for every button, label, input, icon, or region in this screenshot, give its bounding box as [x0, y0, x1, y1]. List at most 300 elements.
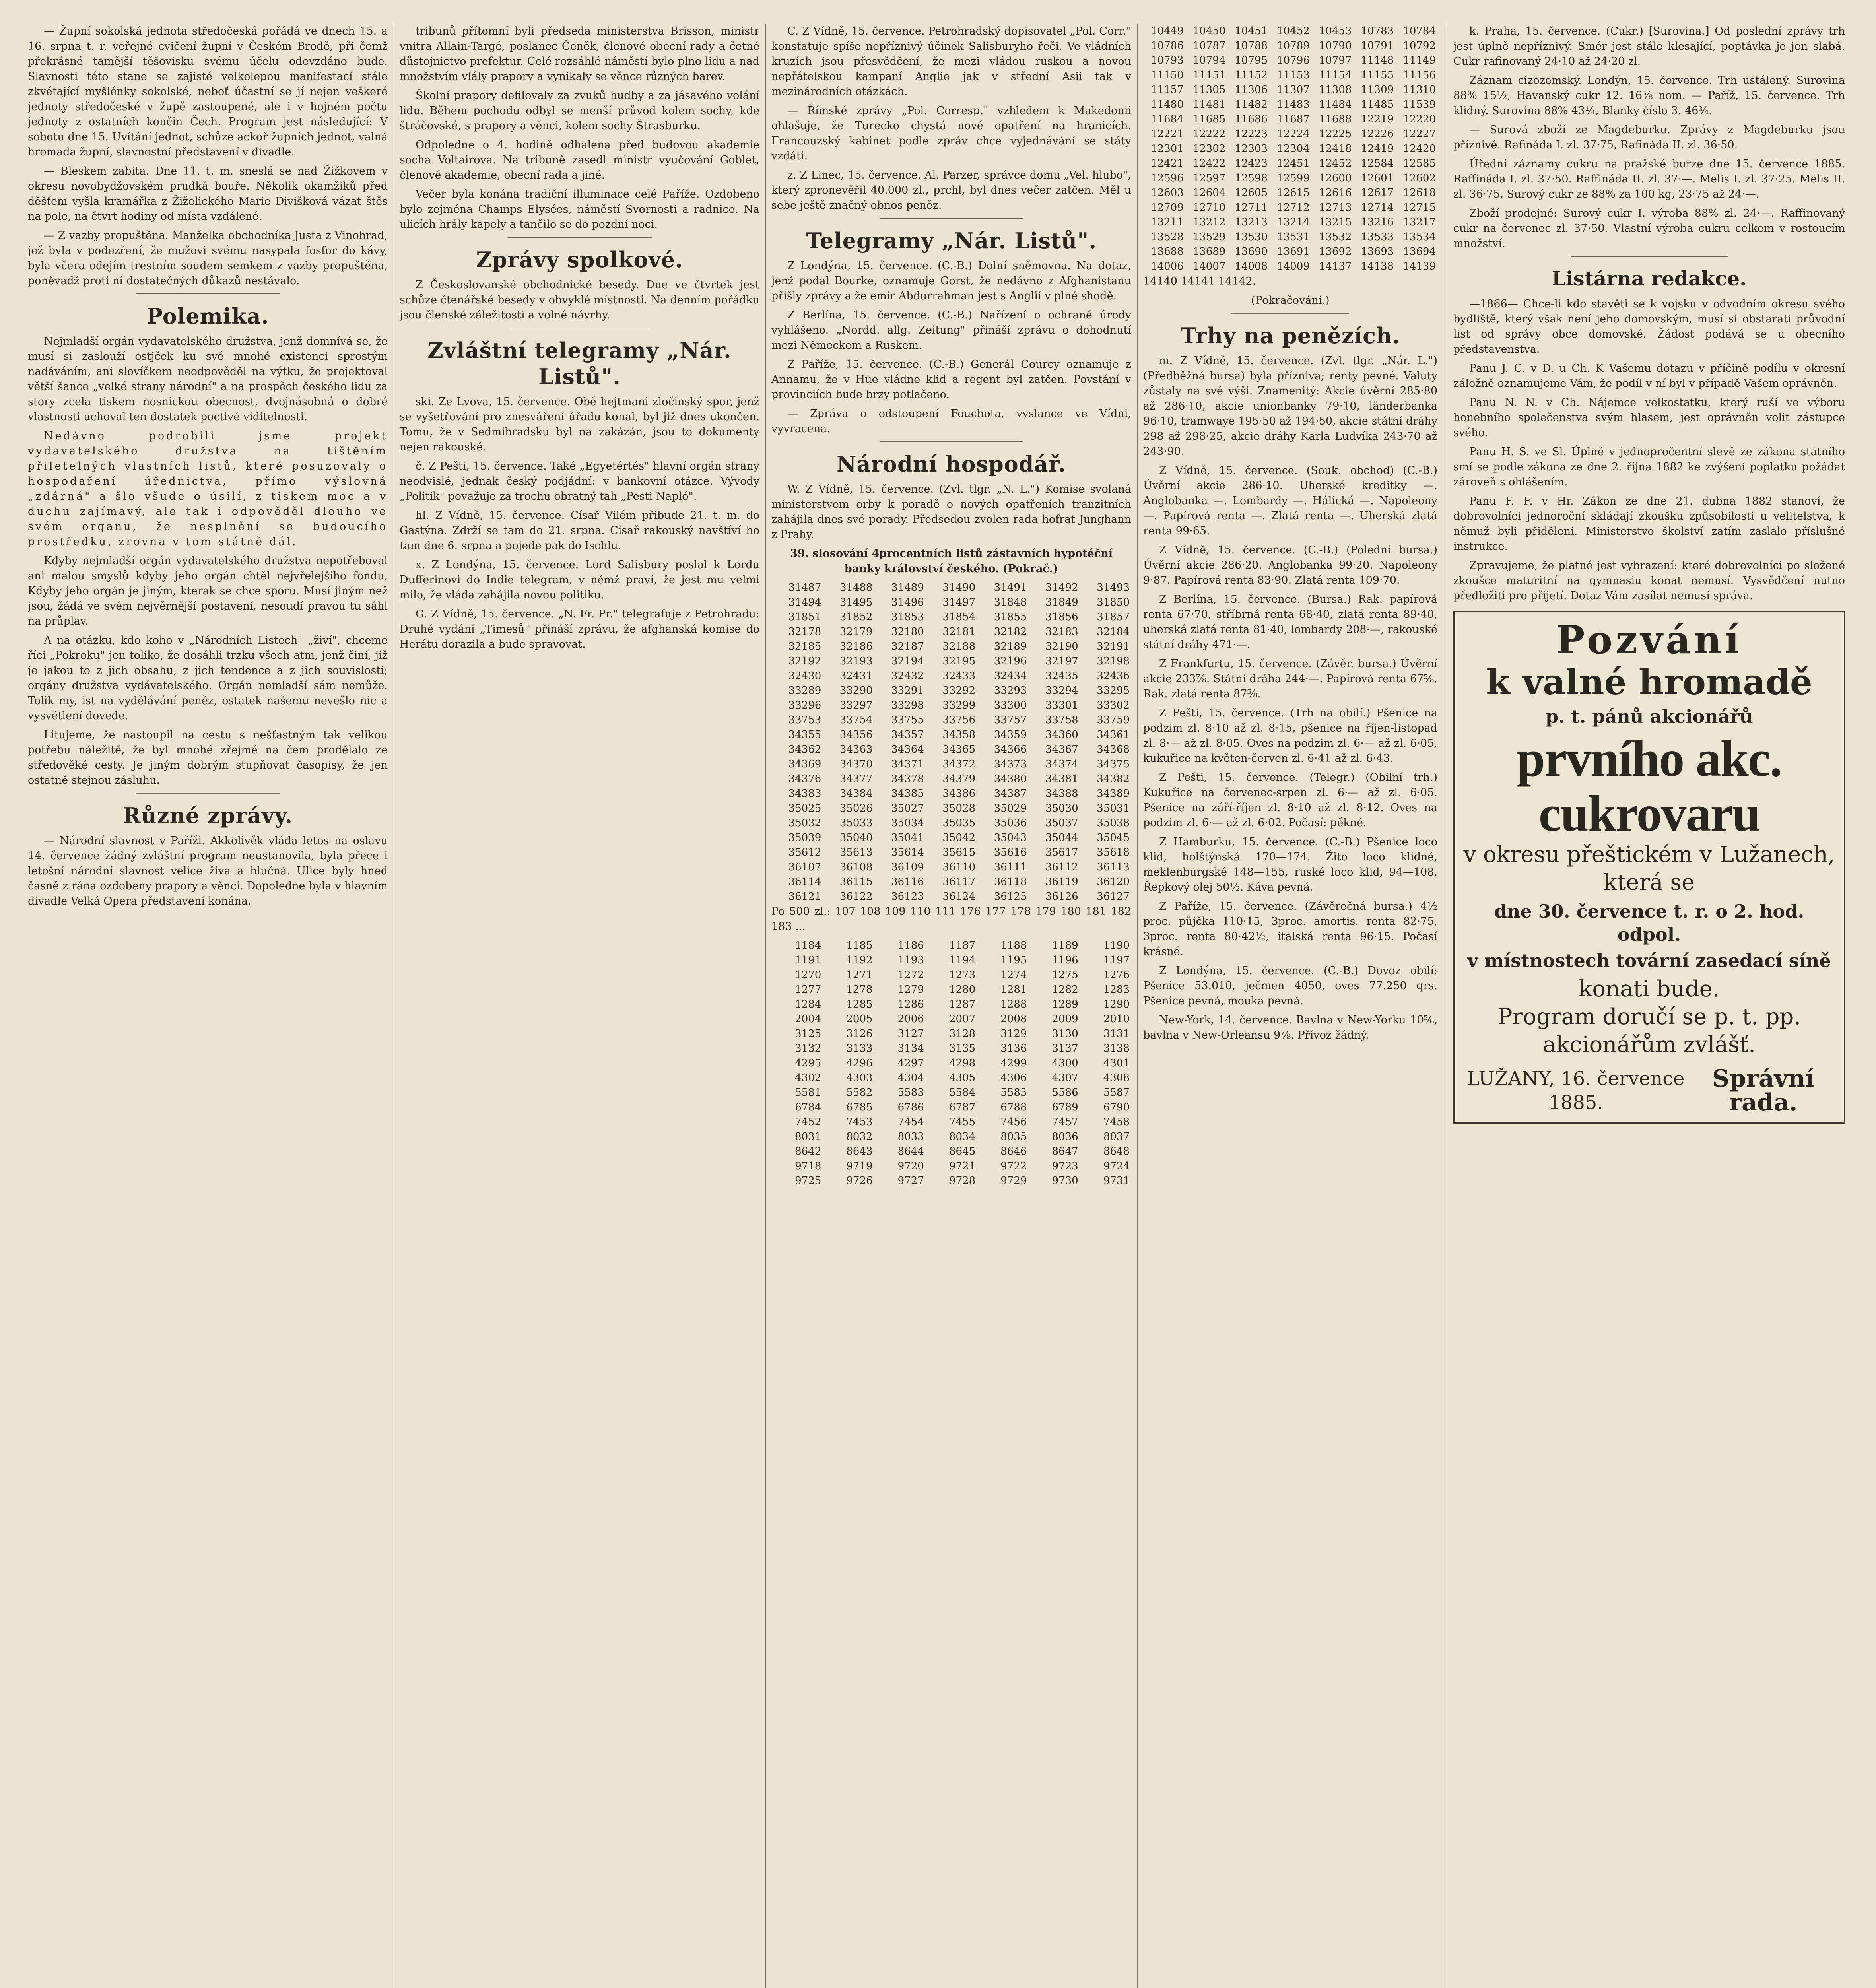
- table-cell: 31855: [994, 611, 1027, 623]
- table-row: [771, 669, 1131, 683]
- letter-nn: Panu N. N. v Ch. Nájemce velkostatku, který ruší ve výboru honebního společenstva svým hlasem, jest oprávněn volit zástupce svého.: [1453, 396, 1845, 439]
- table-cell: 34387: [994, 788, 1027, 800]
- table-cell: 8643: [846, 1145, 873, 1157]
- heading-trhy: Trhy na penězích.: [1180, 323, 1400, 348]
- lottery-table-2: [771, 938, 1131, 1188]
- table-cell: 11305: [1192, 84, 1226, 96]
- table-cell: 35037: [1045, 817, 1078, 829]
- sugar-magdeburg: — Surová zboží ze Magdeburku. Zprávy z Magdeburku jsou příznivé. Rafináda I. zl. 37·75, Rafináda II. zl. 36·50.: [1453, 124, 1845, 151]
- table-cell: 33293: [994, 685, 1027, 697]
- table-cell: 32435: [1045, 670, 1078, 682]
- table-row: [1143, 97, 1437, 112]
- table-cell: 13217: [1403, 216, 1436, 228]
- telegram-commons: Z Londýna, 15. července. (C.-B.) Dolní sněmovna. Na dotaz, jenž podal Bourke, oznamuje Gorst, že nedávno z Afghanistanu přišly zprávy a že emír Abdurrahman jest s Anglií v plné shodě.: [771, 260, 1131, 302]
- table-cell: 35041: [891, 832, 924, 844]
- table-row: [771, 595, 1131, 610]
- article-sokol: — Župní sokolská jednota středočeská pořádá ve dnech 15. a 16. srpna t. r. veřejné cvičení župní v Českém Brodě, při čemž překrásné tamější těšovisku svému účelu odevzdáno bude. Slavnosti této stane se zajisté velkolepou manifestací stále zkvétající myšlénky sokolské, neboť účastní se jí nejen veškeré jednoty středočeské v župě zastoupené, ale i v hojném počtu jednoty z ostatních končin Čech. Program jest následující: V sobotu dne 15. Uvítání jednot, schůze ackoř župních jednot, valná hromada župní, slavnostní představení v divadle.: [28, 25, 388, 158]
- table-cell: 34383: [788, 788, 821, 800]
- table-cell: 14007: [1192, 260, 1226, 272]
- table-cell: 1194: [949, 954, 976, 966]
- table-cell: 34380: [994, 773, 1027, 785]
- market-vienna-private: Z Vídně, 15. července. (Souk. obchod) (C.-B.) Úvěrní akcie 286·10. Uherské kreditky —. Anglobanka —. Lombardy —. Hálická —. Napoleony —. Papírová renta —. Zlatá renta —. Uherská zlatá renta 99·65.: [1143, 464, 1437, 537]
- table-cell: 12585: [1403, 157, 1436, 169]
- ad-line-location: v okresu přeštickém v Lužanech,: [1463, 842, 1835, 868]
- table-cell: 14139: [1403, 260, 1436, 272]
- table-cell: 1197: [1103, 954, 1130, 966]
- table-cell: 36107: [788, 861, 821, 873]
- table-cell: 35044: [1045, 832, 1078, 844]
- table-cell: 1285: [846, 998, 873, 1010]
- table-row: [771, 1144, 1131, 1159]
- table-cell: 32430: [788, 670, 821, 682]
- table-cell: 9725: [795, 1175, 821, 1187]
- table-cell: 31493: [1097, 582, 1130, 594]
- table-cell: 11309: [1361, 84, 1394, 96]
- table-cell: 31856: [1045, 611, 1078, 623]
- table-cell: 12224: [1277, 128, 1310, 140]
- table-cell: 31488: [839, 582, 873, 594]
- table-cell: 6789: [1052, 1101, 1078, 1113]
- table-cell: 32198: [1097, 655, 1130, 667]
- table-cell: 8647: [1052, 1145, 1078, 1157]
- table-cell: 10788: [1235, 40, 1268, 52]
- table-cell: 31494: [788, 596, 821, 608]
- table-cell: 11688: [1319, 113, 1352, 125]
- table-cell: 13534: [1403, 231, 1436, 243]
- ad-line-program: Program doručí se p. t. pp. akcionářům zvlášť.: [1497, 1004, 1801, 1058]
- table-row: [771, 1041, 1131, 1056]
- table-cell: 34359: [994, 729, 1027, 741]
- table-cell: 36119: [1045, 876, 1078, 888]
- table-cell: 11685: [1192, 113, 1226, 125]
- table-cell: 8032: [846, 1131, 873, 1143]
- table-cell: 12709: [1150, 202, 1184, 214]
- table-cell: 33289: [788, 685, 821, 697]
- sugar-prague: k. Praha, 15. července. (Cukr.) [Surovina.] Od poslední zprávy trh jest úplně nepříznivý. Smér jest stále klesající, poptávka je jen slabá. Cukr rafinovaný 24·10 až 24·20 zl.: [1453, 25, 1845, 68]
- table-cell: 34389: [1097, 788, 1130, 800]
- table-row: [771, 1071, 1131, 1085]
- column-rule: [1137, 24, 1138, 1988]
- table-row: [771, 968, 1131, 982]
- table-cell: 13214: [1277, 216, 1310, 228]
- lottery-title: 39. slosování 4procentních listů zástavních hypotéční banky království českého. (Pokrač.): [790, 547, 1113, 575]
- table-cell: 35614: [891, 846, 924, 858]
- table-cell: 13694: [1403, 246, 1436, 258]
- table-cell: 31491: [994, 582, 1027, 594]
- market-london: Z Londýna, 15. července. (C.-B.) Dovoz obilí: Pšenice 53.010, ječmen 4050, oves 77.250 qrs. Pšenice pevná, mouka pevná.: [1143, 965, 1437, 1007]
- table-cell: 2007: [949, 1013, 976, 1025]
- table-cell: 34378: [891, 773, 924, 785]
- market-berlin: Z Berlína, 15. července. (Bursa.) Rak. papírová renta 67·70, stříbrná renta 68·40, zlatá renta 89·40, uherská zlatá renta 81·40, lombardy 208·—, rakouské státní dráhy 471·—.: [1143, 593, 1437, 651]
- column-3: [771, 24, 1131, 1988]
- table-cell: 10797: [1319, 54, 1352, 66]
- table-cell: 1278: [846, 984, 873, 996]
- table-row: [771, 875, 1131, 889]
- letter-1866: —1866— Chce-li kdo stavěti se k vojsku v odvodním okresu svého bydliště, který však není jeho domovským, musí si obstarati průvodní list od správy obce domovské. Žádost podává se u obecního představenstva.: [1453, 298, 1845, 355]
- table-cell: 3137: [1052, 1043, 1078, 1054]
- table-cell: 34370: [839, 758, 873, 770]
- heading-zpravy-spolkove: Zprávy spolkové.: [476, 247, 683, 272]
- table-cell: 12423: [1235, 157, 1268, 169]
- table-cell: 9731: [1103, 1175, 1130, 1187]
- table-row: [1143, 39, 1437, 53]
- table-cell: 34382: [1097, 773, 1130, 785]
- table-row: [771, 772, 1131, 786]
- table-cell: 32183: [1045, 626, 1078, 638]
- table-cell: 12605: [1235, 187, 1268, 199]
- table-cell: 12713: [1319, 202, 1352, 214]
- table-cell: 4301: [1103, 1057, 1130, 1069]
- table-cell: 32436: [1097, 670, 1130, 682]
- divider: [136, 793, 280, 794]
- table-cell: 34384: [839, 788, 873, 800]
- telegram-fouchot: — Zpráva o odstoupení Fouchota, vyslance ve Vídni, vyvracena.: [771, 408, 1131, 435]
- ad-line-which: která se: [1603, 870, 1695, 895]
- table-cell: 34363: [839, 744, 873, 755]
- table-row: [771, 1174, 1131, 1188]
- table-cell: 3134: [897, 1043, 924, 1054]
- table-cell: 3135: [949, 1043, 976, 1054]
- lottery-tail: 14140 14141 14142.: [1143, 275, 1256, 287]
- table-cell: 11480: [1150, 99, 1184, 111]
- table-cell: 10791: [1361, 40, 1394, 52]
- table-cell: 11153: [1277, 69, 1310, 81]
- table-cell: 10796: [1277, 54, 1310, 66]
- table-cell: 13213: [1235, 216, 1268, 228]
- table-cell: 5581: [795, 1087, 821, 1099]
- table-cell: 32181: [942, 626, 976, 638]
- table-cell: 3131: [1103, 1028, 1130, 1040]
- table-cell: 11157: [1150, 84, 1184, 96]
- table-cell: 36117: [942, 876, 976, 888]
- telegram-linz: z. Z Linec, 15. července. Al. Parzer, správce domu „Vel. hlubo", který zpronevěřil 40.000 zl., prchl, byl dnes večer zatčen. Měl u sebe ještě značný obnos peněz.: [771, 169, 1131, 212]
- table-cell: 12601: [1361, 172, 1394, 184]
- table-cell: 34358: [942, 729, 976, 741]
- table-cell: 13691: [1277, 246, 1310, 258]
- table-cell: 8648: [1103, 1145, 1130, 1157]
- table-cell: 35612: [788, 846, 821, 858]
- table-cell: 32180: [891, 626, 924, 638]
- ad-line-shareholders: p. t. pánů akcionářů: [1545, 706, 1753, 727]
- table-cell: 12303: [1235, 143, 1268, 155]
- table-cell: 4298: [949, 1057, 976, 1069]
- table-cell: 33298: [891, 699, 924, 711]
- table-row: [771, 786, 1131, 801]
- table-row: [771, 742, 1131, 757]
- table-cell: 31852: [839, 611, 873, 623]
- table-cell: 32431: [839, 670, 873, 682]
- table-cell: 9728: [949, 1175, 976, 1187]
- table-cell: 1276: [1103, 969, 1130, 981]
- table-row: [771, 845, 1131, 860]
- table-cell: 36123: [891, 891, 924, 903]
- table-cell: 11150: [1150, 69, 1184, 81]
- table-cell: 2009: [1052, 1013, 1078, 1025]
- table-row: [771, 1027, 1131, 1041]
- sugar-goods: Zboží prodejné: Surový cukr I. výroba 88% zl. 24·—. Raffinovaný cukr na červenec zl. 37·50. Vlastní výroba cukru celkem v rostoucím množství.: [1453, 207, 1845, 250]
- table-cell: 33301: [1045, 699, 1078, 711]
- table-cell: 13212: [1192, 216, 1226, 228]
- table-cell: 32434: [994, 670, 1027, 682]
- table-cell: 31497: [942, 596, 976, 608]
- table-cell: 34357: [891, 729, 924, 741]
- table-cell: 14006: [1150, 260, 1184, 272]
- lottery-table-3: [1143, 24, 1437, 274]
- table-cell: 32190: [1045, 641, 1078, 652]
- table-cell: 9718: [795, 1160, 821, 1172]
- table-cell: 9726: [846, 1175, 873, 1187]
- table-cell: 4296: [846, 1057, 873, 1069]
- table-cell: 11151: [1192, 69, 1226, 81]
- table-row: [1143, 24, 1437, 39]
- table-cell: 1273: [949, 969, 976, 981]
- table-cell: 34375: [1097, 758, 1130, 770]
- telegram-vienna-kaiser: hl. Z Vídně, 15. července. Císař Vilém přibude 21. t. m. do Gastýna. Zdrží se tam do 21. srpna. Císař rakouský navštíví ho tam dne 6. srpna a pojede pak do Ischlu.: [400, 509, 759, 552]
- table-cell: 12584: [1361, 157, 1394, 169]
- table-cell: 8035: [1000, 1131, 1027, 1143]
- table-cell: 31490: [942, 582, 976, 594]
- table-cell: 10449: [1150, 25, 1184, 37]
- table-cell: 12712: [1277, 202, 1310, 214]
- table-cell: 36110: [942, 861, 976, 873]
- table-cell: 34356: [839, 729, 873, 741]
- table-cell: 34381: [1045, 773, 1078, 785]
- table-cell: 32433: [942, 670, 976, 682]
- table-cell: 34388: [1045, 788, 1078, 800]
- table-cell: 4300: [1052, 1057, 1078, 1069]
- table-cell: 36118: [994, 876, 1027, 888]
- table-cell: 3133: [846, 1043, 873, 1054]
- table-cell: 11483: [1277, 99, 1310, 111]
- table-cell: 11306: [1235, 84, 1268, 96]
- table-cell: 34362: [788, 744, 821, 755]
- letter-ff: Panu F. F. v Hr. Zákon ze dne 21. dubna 1882 stanoví, že dobrovolníci jednoroční skládají zkoušku způsobilosti u velitelstva, k němuž byli přiděleni. Ministerstvo školství zatím zaslalo příslušné instrukce.: [1453, 495, 1845, 553]
- column-5: [1453, 24, 1845, 1988]
- sugar-foreign: Záznam cizozemský. Londýn, 15. července. Trh ustálený. Surovina 88% 15½, Havanský cukr 12. 16⅝ nom. — Paříž, 15. července. Trh klidný. Surovina 88% 43¼, Blanky číslo 3. 46¾.: [1453, 74, 1845, 117]
- table-cell: 7457: [1052, 1116, 1078, 1128]
- ad-line-date: dne 30. července t. r. o 2. hod. odpol.: [1494, 901, 1804, 945]
- table-cell: 3132: [795, 1043, 821, 1054]
- table-cell: 11152: [1235, 69, 1268, 81]
- letter-jc: Panu J. C. v D. u Ch. K Vašemu dotazu v příčině podílu v okresní záložně oznamujeme Vám, že podíl v ní byl v případě Vašem oprávněn.: [1453, 362, 1845, 390]
- table-cell: 33294: [1045, 685, 1078, 697]
- table-cell: 5586: [1052, 1087, 1078, 1099]
- table-cell: 10453: [1319, 25, 1352, 37]
- table-cell: 13689: [1192, 246, 1226, 258]
- table-cell: 12419: [1361, 143, 1394, 155]
- table-row: [771, 831, 1131, 845]
- table-cell: 35028: [942, 802, 976, 814]
- telegram-paris: Z Paříže, 15. července. (C.-B.) Generál Courcy oznamuje z Annamu, že v Hue vládne klid a regent byl zatčen. Povstání v provinciích bude brzy potlačeno.: [771, 358, 1131, 401]
- table-cell: 1281: [1000, 984, 1027, 996]
- table-cell: 35043: [994, 832, 1027, 844]
- divider: [1231, 313, 1349, 314]
- table-cell: 35035: [942, 817, 976, 829]
- table-cell: 34360: [1045, 729, 1078, 741]
- table-cell: 9730: [1052, 1175, 1078, 1187]
- table-row: [771, 713, 1131, 728]
- table-cell: 33755: [891, 714, 924, 726]
- table-cell: 13532: [1319, 231, 1352, 243]
- economy-commission: W. Z Vídně, 15. července. (Zvl. tlgr. „N. L.") Komise svolaná ministerstvem orby k poradě o nových opatřeních tranzitních zahájila dnes své porady. Předsedou zvolen rada hofrat Junghann z Prahy.: [771, 483, 1131, 541]
- table-cell: 36112: [1045, 861, 1078, 873]
- telegram-petersburg: C. Z Vídně, 15. července. Petrohradský dopisovatel „Pol. Corr." konstatuje spíše nepříznivý účinek Salisburyho řeči. Ve vládních kruzích jsou přesvědčení, že mezi vládou ruskou a novou nepřátelskou kampaní Anglie jak v střední Asii tak v mezinárodních otázkách.: [771, 25, 1131, 98]
- table-cell: 12421: [1150, 157, 1184, 169]
- table-cell: 4295: [795, 1057, 821, 1069]
- table-cell: 35036: [994, 817, 1027, 829]
- table-cell: 8031: [795, 1131, 821, 1143]
- table-cell: 33291: [891, 685, 924, 697]
- table-cell: 35618: [1097, 846, 1130, 858]
- table-cell: 11148: [1361, 54, 1394, 66]
- table-cell: 8033: [897, 1131, 924, 1143]
- article-paris-cont-2: Školní prapory defilovaly za zvuků hudby a za jásavého volání lidu. Během pochodu odbyl se menší průvod kolem sochy, kde štráčovské, s prapory a věnci, kolem sochy Štrasburku.: [400, 89, 759, 132]
- telegram-london: x. Z Londýna, 15. července. Lord Salisbury poslal k Lordu Dufferinovi do Indie telegram, v němž praví, že jest mu velmi milo, že vláda zahájila novou politiku.: [400, 559, 759, 601]
- market-pest-telegr: Z Pešti, 15. července. (Telegr.) (Obilní trh.) Kukuřice na červenec-srpen zl. 6·— až zl. 6·05. Pšenice na září-říjen zl. 8·10 až zl. 8·12. Oves na podzim zl. 6·— až zl. 6·02. Počasí: pěkné.: [1143, 771, 1437, 829]
- table-cell: 3125: [795, 1028, 821, 1040]
- divider: [880, 441, 1023, 442]
- table-cell: 11156: [1403, 69, 1436, 81]
- table-cell: 35039: [788, 832, 821, 844]
- table-cell: 12598: [1235, 172, 1268, 184]
- table-row: [1143, 83, 1437, 97]
- table-cell: 36120: [1097, 876, 1130, 888]
- table-cell: 33292: [942, 685, 976, 697]
- table-cell: 9719: [846, 1160, 873, 1172]
- table-cell: 4302: [795, 1072, 821, 1084]
- polemika-para-4: A na otázku, kdo koho v „Národních Listech" „živí", chceme říci „Pokroku" jen toliko, že dosáhli trzku všech atm, jenž činí, již je jakou to z jich obsahu, z jich tendence a z jich souvislosti; orgány družstva vydávatelského. Orgán nemladší sám nemůže. Tolik my, ist na vydělávání peněz, ostatek našemu nevešlo nic a vysvětlení dovede.: [28, 634, 388, 722]
- market-vienna-noon: Z Vídně, 15. července. (C.-B.) (Polední bursa.) Úvěrní akcie 286·20. Anglobanka 99·20. Napoleony 9·87. Papírová renta 83·90. Zlatá renta 109·70.: [1143, 544, 1437, 586]
- table-cell: 13688: [1150, 246, 1184, 258]
- table-cell: 32185: [788, 641, 821, 652]
- table-cell: 9724: [1103, 1160, 1130, 1172]
- table-cell: 11149: [1403, 54, 1436, 66]
- table-cell: 4304: [897, 1072, 924, 1084]
- table-row: [771, 1056, 1131, 1071]
- letter-note: Zpravujeme, že platné jest vyhrazení: které dobrovolníci po složené zkoušce maturitní na gymnasiu konat nemusí. Vysvědčení nutno předložiti pro přijetí. Dotaz Vám zasílat nemusí správa.: [1453, 559, 1845, 602]
- table-cell: 12710: [1192, 202, 1226, 214]
- table-cell: 4306: [1000, 1072, 1027, 1084]
- table-cell: 12451: [1277, 157, 1310, 169]
- table-cell: 35045: [1097, 832, 1130, 844]
- table-cell: 3128: [949, 1028, 976, 1040]
- table-cell: 7452: [795, 1116, 821, 1128]
- table-cell: 1188: [1000, 940, 1027, 951]
- table-cell: 12220: [1403, 113, 1436, 125]
- table-cell: 33756: [942, 714, 976, 726]
- table-cell: 11154: [1319, 69, 1352, 81]
- table-cell: 1280: [949, 984, 976, 996]
- table-cell: 3130: [1052, 1028, 1078, 1040]
- table-cell: 11686: [1235, 113, 1268, 125]
- lottery-500-title: Po 500 zl.: 107 108 109 110 111 176 177 178 179 180 181 182 183 ...: [771, 905, 1131, 933]
- table-cell: 9729: [1000, 1175, 1027, 1187]
- article-voltaire: Odpoledne o 4. hodině odhalena před budovou akademie socha Voltairova. Na tribuně zasedl ministr vyučování Goblet, členové akademie, obecní rada a jiné.: [400, 139, 759, 181]
- table-cell: 35040: [839, 832, 873, 844]
- table-cell: 1277: [795, 984, 821, 996]
- table-cell: 13690: [1235, 246, 1268, 258]
- table-cell: 34372: [942, 758, 976, 770]
- table-cell: 12301: [1150, 143, 1184, 155]
- table-cell: 12219: [1361, 113, 1394, 125]
- table-cell: 36113: [1097, 861, 1130, 873]
- table-cell: 31849: [1045, 596, 1078, 608]
- table-cell: 12599: [1277, 172, 1310, 184]
- table-cell: 1185: [846, 940, 873, 951]
- table-cell: 36122: [839, 891, 873, 903]
- table-cell: 11687: [1277, 113, 1310, 125]
- table-cell: 10787: [1192, 40, 1226, 52]
- table-cell: 36121: [788, 891, 821, 903]
- table-cell: 36124: [942, 891, 976, 903]
- article-paris-celebration: — Národní slavnost v Paříži. Akkolivěk vláda letos na oslavu 14. července žádný zvláštní program neustanovila, byla přece i letošní národní slavnost velice živa a hlučná. Ulice byly hned časně z rána ozdobeny prapory a věnci. Dopoledne byla v hlavním divadle Velká Opera představení konána.: [28, 835, 388, 907]
- table-cell: 6786: [897, 1101, 924, 1113]
- table-cell: 12221: [1150, 128, 1184, 140]
- table-cell: 34379: [942, 773, 976, 785]
- table-row: [771, 801, 1131, 816]
- table-cell: 5582: [846, 1087, 873, 1099]
- table-cell: 1282: [1052, 984, 1078, 996]
- table-cell: 10794: [1192, 54, 1226, 66]
- table-cell: 12616: [1319, 187, 1352, 199]
- table-row: [1143, 112, 1437, 127]
- table-cell: 35026: [839, 802, 873, 814]
- continued-note: (Pokračování.): [1251, 294, 1330, 307]
- table-cell: 31492: [1045, 582, 1078, 594]
- table-cell: 10783: [1361, 25, 1394, 37]
- heading-telegramy: Telegramy „Nár. Listů".: [806, 228, 1097, 253]
- table-row: [1143, 200, 1437, 215]
- table-cell: 32184: [1097, 626, 1130, 638]
- polemika-para-5: Litujeme, že nastoupil na cestu s nešťastným tak velikou potřebu náležitě, že byl mnohé zřejmé na čem prodělalo ze středověké cesty. Je jiným dobrým stupňovat časopisy, že jen ostatně stejnou zásluhu.: [28, 729, 388, 786]
- table-cell: 9723: [1052, 1160, 1078, 1172]
- table-cell: 9721: [949, 1160, 976, 1172]
- ad-line-general-meeting: k valné hromadě: [1486, 661, 1812, 703]
- market-newyork: New-York, 14. července. Bavlna v New-Yorku 10⅝, bavlna v New-Orleansu 9⅞. Přívoz žádný.: [1143, 1014, 1437, 1041]
- divider: [136, 293, 280, 294]
- table-cell: 34386: [942, 788, 976, 800]
- table-row: [1143, 230, 1437, 245]
- table-row: [771, 953, 1131, 968]
- table-cell: 34355: [788, 729, 821, 741]
- table-cell: 36108: [839, 861, 873, 873]
- table-cell: 32196: [994, 655, 1027, 667]
- market-frankfurt: Z Frankfurtu, 15. července. (Závěr. bursa.) Úvěrní akcie 233⅞. Státní dráha 244·—. Papírová renta 67⅝. Rak. zlatá renta 87⅝.: [1143, 658, 1437, 700]
- table-row: [771, 728, 1131, 742]
- table-cell: 35034: [891, 817, 924, 829]
- table-cell: 6784: [795, 1101, 821, 1113]
- table-cell: 32189: [994, 641, 1027, 652]
- table-cell: 31495: [839, 596, 873, 608]
- table-cell: 13529: [1192, 231, 1226, 243]
- heading-zvlastni-telegramy: Zvláštní telegramy „Nár. Listů".: [427, 338, 732, 389]
- table-cell: 34371: [891, 758, 924, 770]
- table-cell: 35030: [1045, 802, 1078, 814]
- table-cell: 35032: [788, 817, 821, 829]
- table-cell: 34376: [788, 773, 821, 785]
- ad-signature: Správní rada.: [1712, 1065, 1814, 1116]
- table-row: [1143, 171, 1437, 186]
- table-cell: 1279: [897, 984, 924, 996]
- table-cell: 13528: [1150, 231, 1184, 243]
- telegram-macedonia: — Římské zprávy „Pol. Corresp." vzhledem k Makedonii ohlašuje, že Turecko chystá nové opatření na hranicích. Francouzský kabinet podle zpráv chce vyjednávání se státy vzdáti.: [771, 105, 1131, 162]
- table-cell: 1184: [795, 940, 821, 951]
- table-cell: 3138: [1103, 1043, 1130, 1054]
- table-cell: 2004: [795, 1013, 821, 1025]
- table-cell: 35042: [942, 832, 976, 844]
- table-cell: 11485: [1361, 99, 1394, 111]
- table-cell: 1274: [1000, 969, 1027, 981]
